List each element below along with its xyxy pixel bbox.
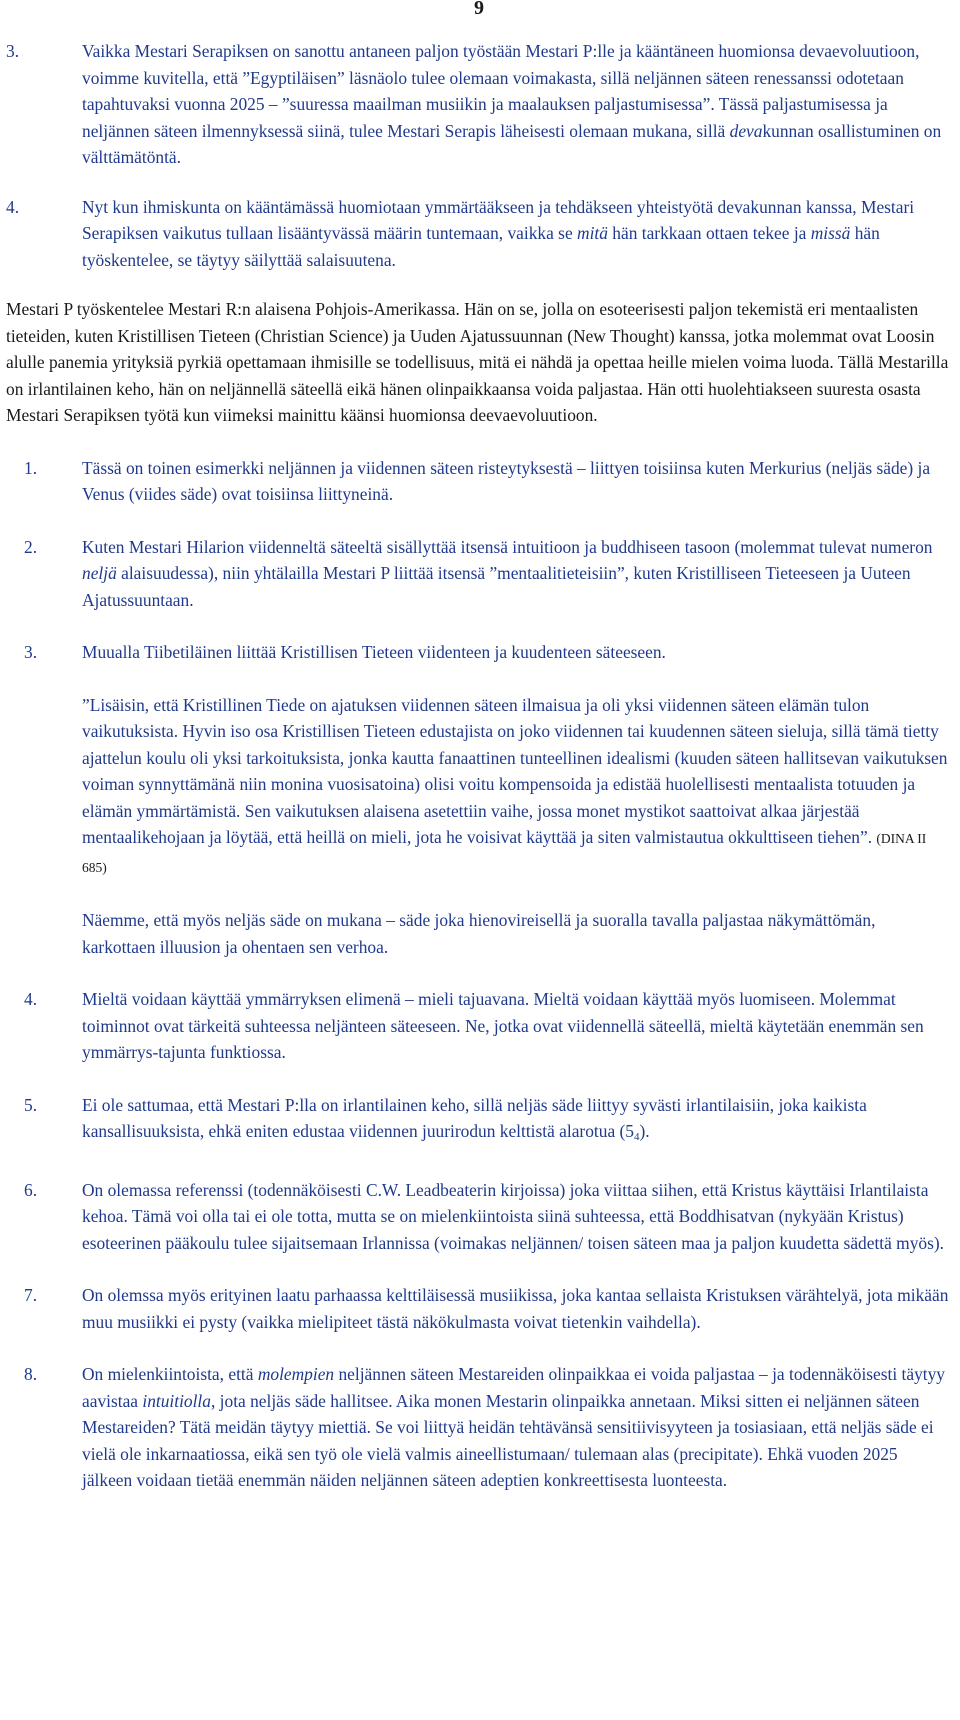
list-item xyxy=(6,986,950,1066)
intro-paragraph: Mestari P työskentelee Mestari R:n alaisena Pohjois-Amerikassa. Hän on se, jolla on esoteerisesti paljon tekemistä eri mentaalisten tieteiden, kuten Kristillisen Tieteen (Christian Science) ja Uuden Ajatussuunnan (New Thought) kanssa, jotka molemmat ovat Loosin alulle panemia yrityksiä pyrkiä opettamaan ihmisille se todellisuus, mitä ei nähdä ja opettaa heille mielen voima luoda. Tällä Mestarilla on irlantilainen keho, hän on neljännellä säteellä eikä hänen olinpaikkaansa voida paljastaa. Hän otti huolehtiakseen suuresta osasta Mestari Serapiksen työtä kun viimeksi mainittu käänsi huomionsa deevaevoluutioon. xyxy=(6,299,949,425)
item-number: 3. xyxy=(24,642,38,662)
item-text: On mielenkiintoista, että molempien neljännen säteen Mestareiden olinpaikkaa ei voida paljastaa – ja todennäköisesti täytyy aavistaa intuitiolla, jota neljäs säde hallitsee. Aika monen Mestarin olinpaikka annetaan. Miksi sitten ei neljännen säteen Mestareiden? Tätä meidän täytyy miettiä. Se voi liittyä heidän tehtävänsä sensitiivisyyteen ja tosiasiaan, että neljäs säde ei vielä ole inkarnaatiossa, eikä sen työ ole vielä valmis aineellistumaan/ tulemaan alas (precipitate). Ehkä vuoden 2025 jälkeen voidaan tietää enemmän näiden neljännen säteen adeptien konkreettisesta luonteesta. xyxy=(82,1364,946,1490)
item-number: 6. xyxy=(24,1179,38,1200)
item-text: Kuten Mestari Hilarion viidenneltä säteeltä sisällyttää itsensä intuitioon ja buddhiseen tasoon (molemmat tulevat numeron neljä alaisuudessa), niin yhtälailla Mestari P liittää itsensä ”mentaalitieteisiin”, kuten Kristilliseen Tieteeseen ja Uuteen Ajatussuuntaan. xyxy=(82,536,933,610)
item-number: 2. xyxy=(24,536,38,557)
document-body xyxy=(6,38,950,1520)
item-text: Muualla Tiibetiläinen liittää Kristillisen Tieteen viidenteen ja kuudenteen säteeseen. xyxy=(82,642,666,662)
list-item xyxy=(6,534,950,614)
section-a xyxy=(6,38,950,273)
item-text: Nyt kun ihmiskunta on kääntämässä huomiotaan ymmärtääkseen ja tehdäkseen yhteistyötä devakunnan kanssa, Mestari Serapiksen vaikutus tullaan lisääntyvässä määrin tuntemaan, vaikka se mitä hän tarkkaan ottaen tekee ja missä hän työskentelee, se täytyy säilyttää salaisuutena. xyxy=(82,196,915,270)
item-text: Ei ole sattumaa, että Mestari P:lla on irlantilainen keho, sillä neljäs säde liittyy syvästi irlantilaisiin, joka kaikista kansallisuuksista, ehkä eniten edustaa viidennen juurirodun kelttistä alarotua $(5_4)$. xyxy=(82,1094,867,1143)
item-text: Vaikka Mestari Serapiksen on sanottu antaneen paljon työstään Mestari P:lle ja kääntäneen huomionsa devaevoluutioon, voimme kuvitella, että ”Egyptiläisen” läsnäolo tulee olemaan voimakasta, sillä neljännen säteen renessanssi odotetaan tapahtuvaksi vuonna 2025 – ”suuressa maailman musiikin ja maalauksen paljastumisessa”. Tässä paljastumisessa ja neljännen säteen ilmennyksessä siinä, tulee Mestari Serapis läheisesti olemaan mukana, sillä devakunnan osallistuminen on välttämätöntä. xyxy=(82,41,942,167)
item-number: 7. xyxy=(24,1285,38,1305)
item-number: 4. xyxy=(6,196,20,217)
list-item xyxy=(6,1361,950,1494)
list-item xyxy=(6,639,950,666)
quote-text: ”Lisäisin, että Kristillinen Tiede on ajatuksen viidennen säteen ilmaisua ja oli yksi viidennen säteen elämän tulon vaikutuksista. Hyvin iso osa Kristillisen Tieteen edustajista on joko viidennen tai kuudennen säteen sieluja, sillä tämä tietty ajattelun koulu oli yksi tarkoituksista, jonka kautta fanaattinen tunteellinen idealismi (kuuden säteen hallitsevan vaikutuksen voiman synnyttämänä niin monina vuosisatoina) olisi voitu kompensoida ja edistää huolellisesti mentaalista totuuden ja elämän ymmärtämistä. Sen vaikutuksen alaisena asetettiin vaihe, jossa monet mystikot saattoivat alkaa järjestää mentaalikehojaan ja löytää, että heillä on mieli, jota he voisivat käyttää ja siten valmistautua okkulttiseen tiehen”. xyxy=(82,694,948,847)
item-text: Tässä on toinen esimerkki neljännen ja viidennen säteen risteytyksestä – liittyen toisiinsa kuten Merkurius (neljäs säde) ja Venus (viides säde) ovat toisiinsa liittyneinä. xyxy=(82,457,931,504)
list-item xyxy=(6,1092,950,1151)
block-quote xyxy=(82,692,950,882)
item-number: 8. xyxy=(24,1364,38,1384)
numbered-list xyxy=(6,455,950,1494)
quote-follow-paragraph: Näemme, että myös neljäs säde on mukana – säde joka hienovireisellä ja suoralla tavalla paljastaa näkymättömän, karkottaen illuusion ja ohentaen sen verhoa. xyxy=(82,910,876,957)
page-number: 9 xyxy=(474,0,484,19)
list-item xyxy=(6,194,950,274)
item-number: 1. xyxy=(24,457,38,478)
item-text: Mieltä voidaan käyttää ymmärryksen elimenä – mieli tajuavana. Mieltä voidaan käyttää myös luomiseen. Molemmat toiminnot ovat tärkeitä suhteessa neljänteen säteeseen. Ne, jotka ovat viidennellä säteellä, mieltä käytetään enemmän sen ymmärrys-tajunta funktiossa. xyxy=(82,989,924,1062)
list-item xyxy=(6,455,950,508)
list-item xyxy=(6,38,950,171)
list-item xyxy=(6,1282,950,1335)
list-item xyxy=(6,1177,950,1257)
item-text: On olemassa referenssi (todennäköisesti C.W. Leadbeaterin kirjoissa) joka viittaa siihen, että Kristus käyttäisi Irlantilaista kehoa. Tämä voi olla tai ei ole totta, mutta se on mielenkiintoista siinä suhteessa, että Boddhisatvan (nykyään Kristus) esoteerinen pääkoulu tulee sijaitsemaan Irlannissa (voimakas neljännen/ toisen säteen maa ja paljon kuudetta sädettä myös). xyxy=(82,1179,944,1253)
item-number: 4. xyxy=(24,989,38,1009)
item-number: 5. xyxy=(24,1094,38,1115)
item-text: On olemssa myös erityinen laatu parhaassa kelttiläisessä musiikissa, joka kantaa sellaista Kristuksen värähtelyä, jota mikään muu musiikki ei pysty (vaikka mielipiteet tästä näkökulmasta voivat tietenkin vaihdella). xyxy=(82,1285,949,1332)
citation: (DINA II 685) xyxy=(82,831,927,875)
item-number: 3. xyxy=(6,41,20,61)
